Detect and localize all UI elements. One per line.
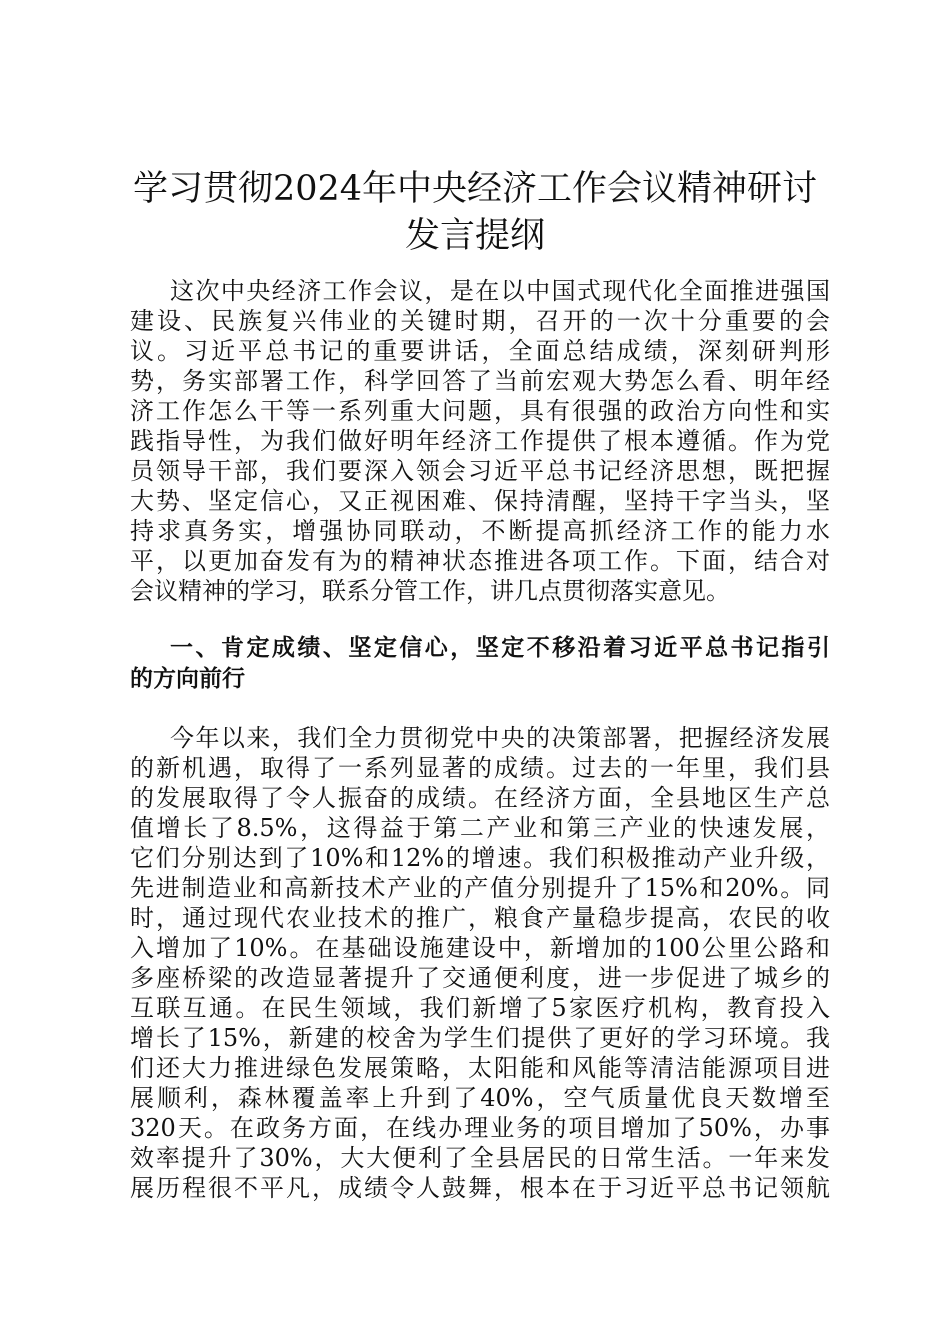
title-line-1: 学习贯彻2024年中央经济工作会议精神研讨 [132,169,818,209]
text-line: 平，以更加奋发有为的精神状态推进各项工作。下面，结合对 [130,547,830,575]
document-title [100,166,850,260]
text-line: 先进制造业和高新技术产业的产值分别提升了15%和20%。同 [130,874,830,902]
section-1-heading [130,633,830,695]
text-line: 们还大力推进绿色发展策略，太阳能和风能等清洁能源项目进 [130,1054,830,1082]
text-line: 互联互通。在民生领域，我们新增了5家医疗机构，教育投入 [130,994,830,1022]
text-line: 多座桥梁的改造显著提升了交通便利度，进一步促进了城乡的 [130,964,830,992]
title-line-2: 发言提纲 [404,216,545,256]
text-line: 它们分别达到了10%和12%的增速。我们积极推动产业升级， [130,844,830,872]
intro-paragraph [130,276,830,606]
document-body [130,276,830,1203]
text-line: 值增长了8.5%，这得益于第二产业和第三产业的快速发展， [130,814,830,842]
text-line: 的发展取得了令人振奋的成绩。在经济方面，全县地区生产总 [130,784,830,812]
text-line: 时，通过现代农业技术的推广，粮食产量稳步提高，农民的收 [130,904,830,932]
text-line: 建设、民族复兴伟业的关键时期，召开的一次十分重要的会 [130,307,830,335]
text-line: 今年以来，我们全力贯彻党中央的决策部署，把握经济发展 [170,724,830,752]
text-line: 这次中央经济工作会议，是在以中国式现代化全面推进强国 [170,277,830,305]
text-line: 会议精神的学习，联系分管工作，讲几点贯彻落实意见。 [130,577,730,605]
text-line: 势，务实部署工作，科学回答了当前宏观大势怎么看、明年经 [130,367,830,395]
text-line: 大势、坚定信心，又正视困难、保持清醒，坚持干字当头，坚 [130,487,830,515]
heading-line: 一、肯定成绩、坚定信心，坚定不移沿着习近平总书记指引 [170,635,830,661]
text-line: 效率提升了30%，大大便利了全县居民的日常生活。一年来发 [130,1144,830,1172]
text-line: 践指导性，为我们做好明年经济工作提供了根本遵循。作为党 [130,427,830,455]
section-1-paragraph [130,723,830,1203]
text-line: 的新机遇，取得了一系列显著的成绩。过去的一年里，我们县 [130,754,830,782]
text-line: 展历程很不平凡，成绩令人鼓舞，根本在于习近平总书记领航 [130,1174,830,1202]
text-line: 320天。在政务方面，在线办理业务的项目增加了50%，办事 [130,1114,830,1142]
text-line: 议。习近平总书记的重要讲话，全面总结成绩，深刻研判形 [130,337,830,365]
text-line: 入增加了10%。在基础设施建设中，新增加的100公里公路和 [130,934,830,962]
heading-line: 的方向前行 [130,666,245,692]
text-line: 增长了15%，新建的校舍为学生们提供了更好的学习环境。我 [130,1024,830,1052]
text-line: 济工作怎么干等一系列重大问题，具有很强的政治方向性和实 [130,397,830,425]
text-line: 持求真务实，增强协同联动，不断提高抓经济工作的能力水 [130,517,830,545]
text-line: 员领导干部，我们要深入领会习近平总书记经济思想，既把握 [130,457,830,485]
text-line: 展顺利，森林覆盖率上升到了40%，空气质量优良天数增至 [130,1084,830,1112]
